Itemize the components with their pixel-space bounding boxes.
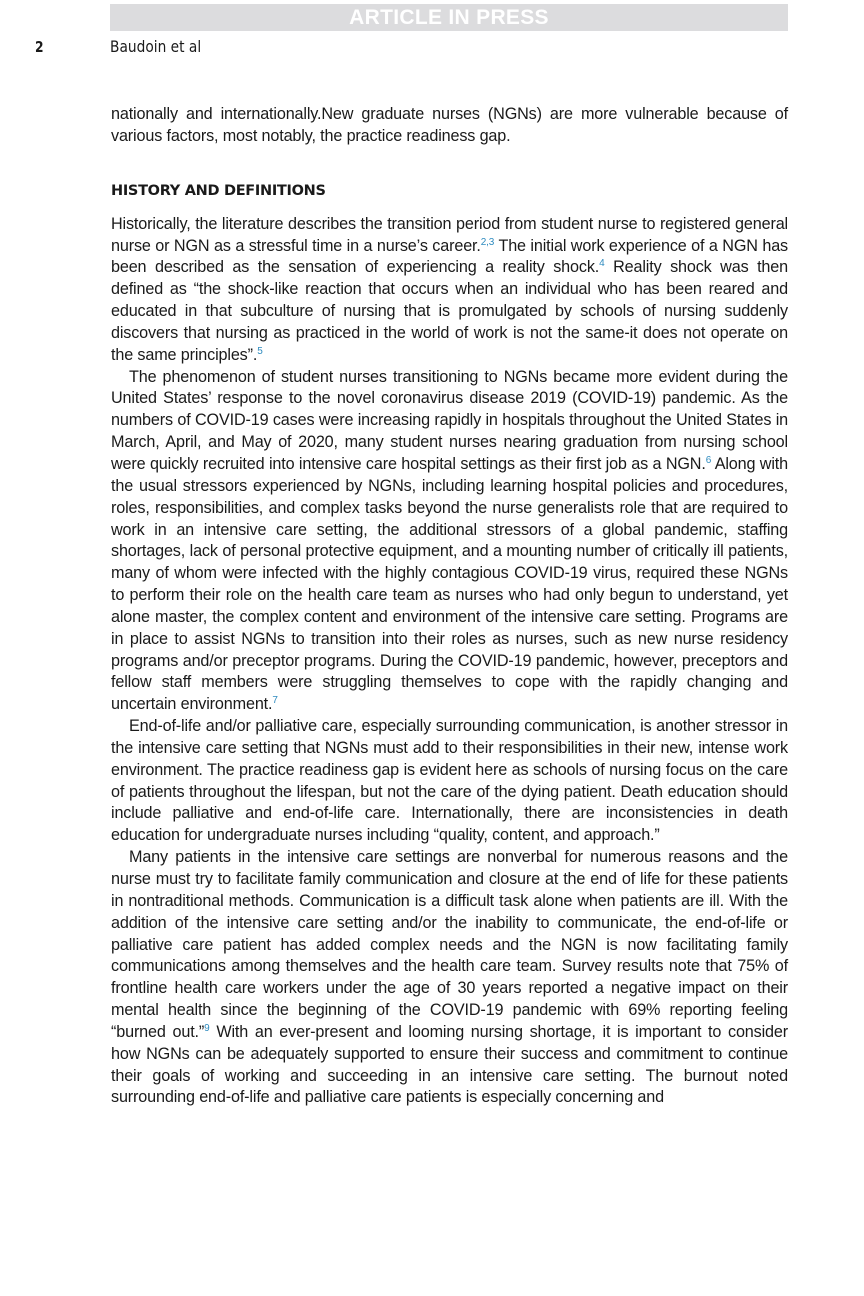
- text-run: The phenomenon of student nurses transitioning to NGNs became more evident during the United States’ response to the novel coronavirus disease 2019 (COVID-19) pandemic. As the numbers of COVID-19 cases were increasing rapidly in hospitals throughout the United States in March, April, and May of 2020, many student nurses nearing graduation from nursing school were quickly recruited into intensive care hospital settings as their first job as a NGN.: [111, 367, 788, 473]
- paragraph-nonverbal-patients: [111, 847, 788, 1109]
- citation-link[interactable]: 9: [204, 1022, 210, 1034]
- banner-text: ARTICLE IN PRESS: [349, 6, 549, 29]
- paragraph-history: [111, 214, 788, 367]
- text-run: Reality shock was then defined as “the shock-like reaction that occurs when an individual who has been reared and educated in that subculture of nursing that is promulgated by schools of nursing suddenly discovers that nursing as practiced in the world of work is not the same-it does not operate on the same principles”.: [111, 258, 788, 364]
- citation-link[interactable]: 7: [272, 695, 278, 707]
- citation-link[interactable]: 4: [599, 258, 605, 270]
- text-run: The initial work experience of a NGN has been described as the sensation of experiencing a reality shock.: [111, 236, 789, 277]
- citation-link[interactable]: 5: [257, 345, 263, 357]
- paragraph-end-of-life: End-of-life and/or palliative care, especially surrounding communication, is another stressor in the intensive care setting that NGNs must add to their responsibilities in their new, intense work environment. The practice readiness gap is evident here as schools of nursing focus on the care of patients throughout the lifespan, but not the care of the dying patient. Death education should include palliative and end-of-life care. Internationally, there are inconsistencies in death education for undergraduate nurses including “quality, content, and approach.”: [111, 717, 788, 845]
- running-head-authors: Baudoin et al: [110, 37, 202, 56]
- running-head: [0, 36, 864, 58]
- citation-link[interactable]: 2,3: [480, 236, 495, 248]
- citation-link[interactable]: 6: [705, 454, 712, 466]
- article-in-press-banner: [110, 4, 788, 31]
- text-run: Along with the usual stressors experienced by NGNs, including learning hospital policies and procedures, roles, responsibilities, and complex tasks beyond the nurse generalists role that are required to work in an intensive care setting, the additional stressors of a global pandemic, staffing shortages, lack of personal protective equipment, and a mounting number of critically ill patients, many of whom were infected with the highly contagious COVID-19 virus, required these NGNs to perform their role on the health care team as nurses who had only begun to understand, yet alone master, the complex content and environment of the intensive care setting. Programs are in place to assist NGNs to transition into their roles as nurses, such as new nurse residency programs and/or preceptor programs. During the COVID-19 pandemic, however, preceptors and fellow staff members were struggling themselves to cope with the rapidly changing and uncertain environment.: [111, 454, 788, 714]
- section-heading: HISTORY AND DEFINITIONS: [111, 182, 326, 199]
- page-number: 2: [35, 38, 44, 56]
- text-run: With an ever-present and looming nursing shortage, it is important to consider how NGNs can be adequately supported to ensure their success and commitment to continue their goals of working and succeeding in an intensive care setting. The burnout noted surrounding end-of-life and palliative care patients is especially concerning and: [111, 1022, 788, 1107]
- paragraph-covid-transition: [111, 367, 788, 717]
- intro-paragraph-tail: nationally and internationally.New graduate nurses (NGNs) are more vulnerable because of various factors, most notably, the practice readiness gap.: [111, 105, 788, 145]
- text-run: Many patients in the intensive care settings are nonverbal for numerous reasons and the nurse must try to facilitate family communication and closure at the end of life for these patients in nontraditional methods. Communication is a difficult task alone when patients are ill. With the addition of the intensive care setting and/or the inability to communicate, the end-of-life or palliative care patient has added complex needs and the NGN is now facilitating family communications among themselves and the health care team. Survey results note that 75% of frontline health care workers under the age of 30 years reported a negative impact on their mental health since the beginning of the COVID-19 pandemic with 69% reporting feeling “burned out.”: [111, 848, 788, 1041]
- article-body: [111, 104, 788, 1109]
- text-run: Historically, the literature describes the transition period from student nurse to registered general nurse or NGN as a stressful time in a nurse’s career.: [111, 214, 788, 255]
